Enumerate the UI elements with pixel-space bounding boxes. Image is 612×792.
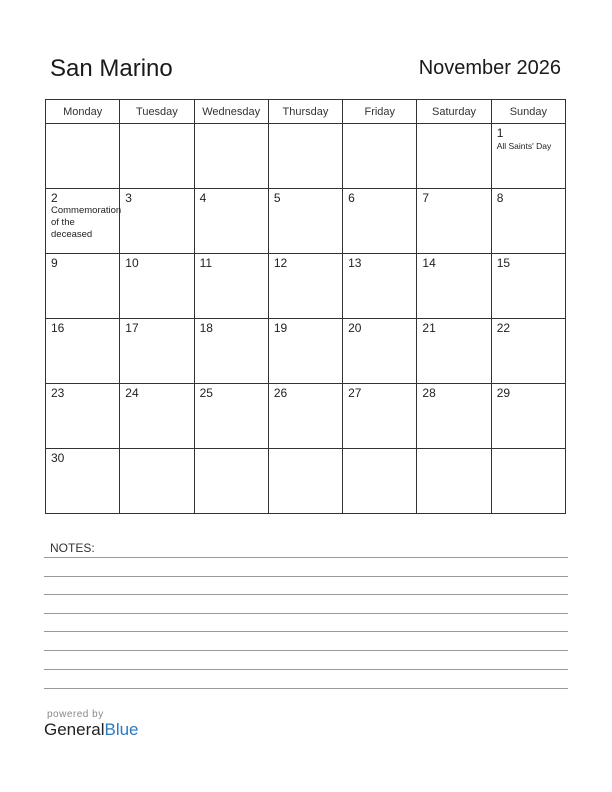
- day-number: 10: [125, 256, 139, 270]
- week-row: [46, 319, 566, 384]
- day-cell: [417, 254, 491, 319]
- day-cell: [194, 189, 268, 254]
- note-line: [44, 576, 568, 577]
- weekday-header: Friday: [343, 100, 417, 124]
- brand-logo: [44, 720, 139, 740]
- note-line: [44, 557, 568, 558]
- day-number: 13: [348, 256, 362, 270]
- day-cell: [417, 124, 491, 189]
- powered-by-text: powered by: [47, 709, 104, 720]
- day-number: 6: [348, 191, 355, 205]
- day-cell: [491, 319, 565, 384]
- note-line: [44, 594, 568, 595]
- day-cell: [194, 449, 268, 514]
- week-row: [46, 189, 566, 254]
- day-number: 21: [422, 321, 436, 335]
- day-number: 26: [273, 386, 288, 400]
- country-title: San Marino: [50, 55, 173, 82]
- brand-blue: Blue: [104, 720, 139, 739]
- notes-label: NOTES:: [50, 541, 95, 555]
- day-cell: [194, 254, 268, 319]
- day-cell: [491, 124, 565, 189]
- day-cell: [268, 449, 342, 514]
- weekday-header: Tuesday: [120, 100, 194, 124]
- day-cell: [46, 384, 120, 449]
- note-line: [44, 631, 568, 632]
- note-line: [44, 613, 568, 614]
- week-row: [46, 384, 566, 449]
- brand-general: General: [44, 720, 105, 739]
- day-cell: [194, 124, 268, 189]
- day-cell: [46, 254, 120, 319]
- day-cell: [417, 384, 491, 449]
- day-number: 3: [125, 191, 132, 205]
- day-number: 22: [496, 321, 511, 335]
- day-cell: [491, 254, 565, 319]
- day-cell: [491, 449, 565, 514]
- holiday-label: Commemoration of the deceased: [51, 205, 122, 240]
- day-number: 2: [51, 191, 58, 205]
- weekday-header-row: [46, 100, 566, 124]
- day-cell: [120, 319, 194, 384]
- day-number: 8: [496, 191, 504, 205]
- day-cell: [343, 124, 417, 189]
- day-cell: [194, 384, 268, 449]
- day-cell: [268, 384, 342, 449]
- day-number: 15: [496, 256, 511, 270]
- day-cell: [120, 384, 194, 449]
- day-cell: [343, 254, 417, 319]
- day-cell: [343, 189, 417, 254]
- weekday-header: Saturday: [417, 100, 491, 124]
- day-cell: [46, 189, 120, 254]
- holiday-label: All Saints' Day: [496, 141, 552, 151]
- day-cell: [120, 189, 194, 254]
- day-cell: [194, 319, 268, 384]
- day-cell: [268, 254, 342, 319]
- day-number: 11: [199, 256, 213, 270]
- day-number: 27: [348, 386, 362, 400]
- day-number: 5: [273, 191, 281, 205]
- day-cell: [120, 254, 194, 319]
- day-number: 14: [422, 256, 436, 270]
- day-cell: [46, 124, 120, 189]
- day-number: 9: [51, 256, 58, 270]
- day-cell: [268, 124, 342, 189]
- weekday-header: Sunday: [491, 100, 565, 124]
- day-cell: [343, 319, 417, 384]
- weekday-header: Wednesday: [194, 100, 268, 124]
- day-cell: [417, 319, 491, 384]
- week-row: [46, 124, 566, 189]
- calendar-grid: [45, 99, 566, 514]
- week-row: [46, 254, 566, 319]
- day-number: 20: [348, 321, 362, 335]
- day-cell: [417, 449, 491, 514]
- day-number: 7: [422, 191, 430, 205]
- note-line: [44, 669, 568, 670]
- weekday-header: Thursday: [268, 100, 342, 124]
- day-cell: [491, 189, 565, 254]
- note-line: [44, 650, 568, 651]
- day-cell: [268, 189, 342, 254]
- day-cell: [120, 124, 194, 189]
- day-cell: [120, 449, 194, 514]
- note-line: [44, 688, 568, 689]
- day-cell: [46, 319, 120, 384]
- day-number: 4: [199, 191, 207, 205]
- day-cell: [268, 319, 342, 384]
- day-number: 24: [125, 386, 139, 400]
- day-number: 25: [199, 386, 213, 400]
- day-number: 1: [496, 126, 504, 140]
- day-number: 19: [273, 321, 288, 335]
- day-cell: [46, 449, 120, 514]
- week-row: [46, 449, 566, 514]
- weekday-header: Monday: [46, 100, 120, 124]
- day-cell: [417, 189, 491, 254]
- day-number: 29: [496, 386, 511, 400]
- day-number: 18: [199, 321, 213, 335]
- day-number: 17: [125, 321, 139, 335]
- month-year-title: November 2026: [418, 57, 561, 79]
- day-number: 12: [273, 256, 288, 270]
- day-number: 28: [422, 386, 436, 400]
- day-number: 30: [51, 451, 65, 465]
- day-number: 23: [51, 386, 65, 400]
- day-cell: [343, 384, 417, 449]
- day-cell: [491, 384, 565, 449]
- day-number: 16: [51, 321, 65, 335]
- day-cell: [343, 449, 417, 514]
